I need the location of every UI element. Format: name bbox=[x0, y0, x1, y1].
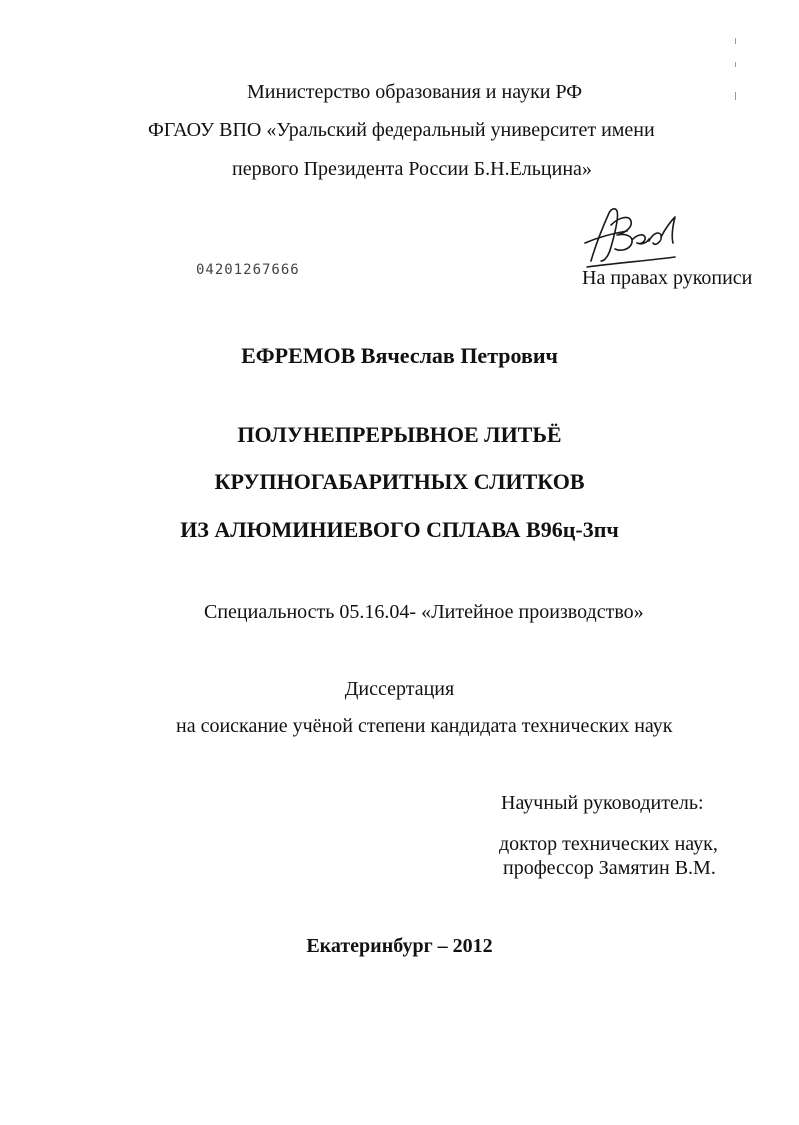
supervisor-degree: доктор технических наук, bbox=[499, 833, 718, 855]
specialty-line: Специальность 05.16.04- «Литейное производство» bbox=[204, 601, 644, 623]
scan-edge-mark bbox=[735, 38, 736, 44]
author-name: ЕФРЕМОВ Вячеслав Петрович bbox=[241, 343, 558, 368]
handwritten-signature bbox=[575, 203, 695, 273]
dissertation-title-line: КРУПНОГАБАРИТНЫХ СЛИТКОВ bbox=[214, 469, 585, 494]
city-year: Екатеринбург – 2012 bbox=[306, 935, 493, 957]
degree-line: на соискание учёной степени кандидата технических наук bbox=[176, 715, 673, 737]
university-line: ФГАОУ ВПО «Уральский федеральный университет имени bbox=[148, 119, 655, 141]
ministry-line: Министерство образования и науки РФ bbox=[247, 81, 583, 103]
scan-edge-mark bbox=[735, 62, 736, 67]
supervisor-name: профессор Замятин В.М. bbox=[503, 857, 716, 879]
scan-edge-mark bbox=[735, 92, 736, 100]
supervisor-label: Научный руководитель: bbox=[501, 792, 704, 814]
manuscript-rights-label: На правах рукописи bbox=[582, 267, 753, 289]
dissertation-title-line: ИЗ АЛЮМИНИЕВОГО СПЛАВА В96ц-3пч bbox=[180, 517, 619, 542]
university-line-continued: первого Президента России Б.Н.Ельцина» bbox=[232, 158, 592, 180]
work-type-label: Диссертация bbox=[344, 678, 455, 700]
dissertation-title-line: ПОЛУНЕПРЕРЫВНОЕ ЛИТЬЁ bbox=[237, 422, 562, 447]
archive-number: 04201267666 bbox=[196, 262, 300, 278]
